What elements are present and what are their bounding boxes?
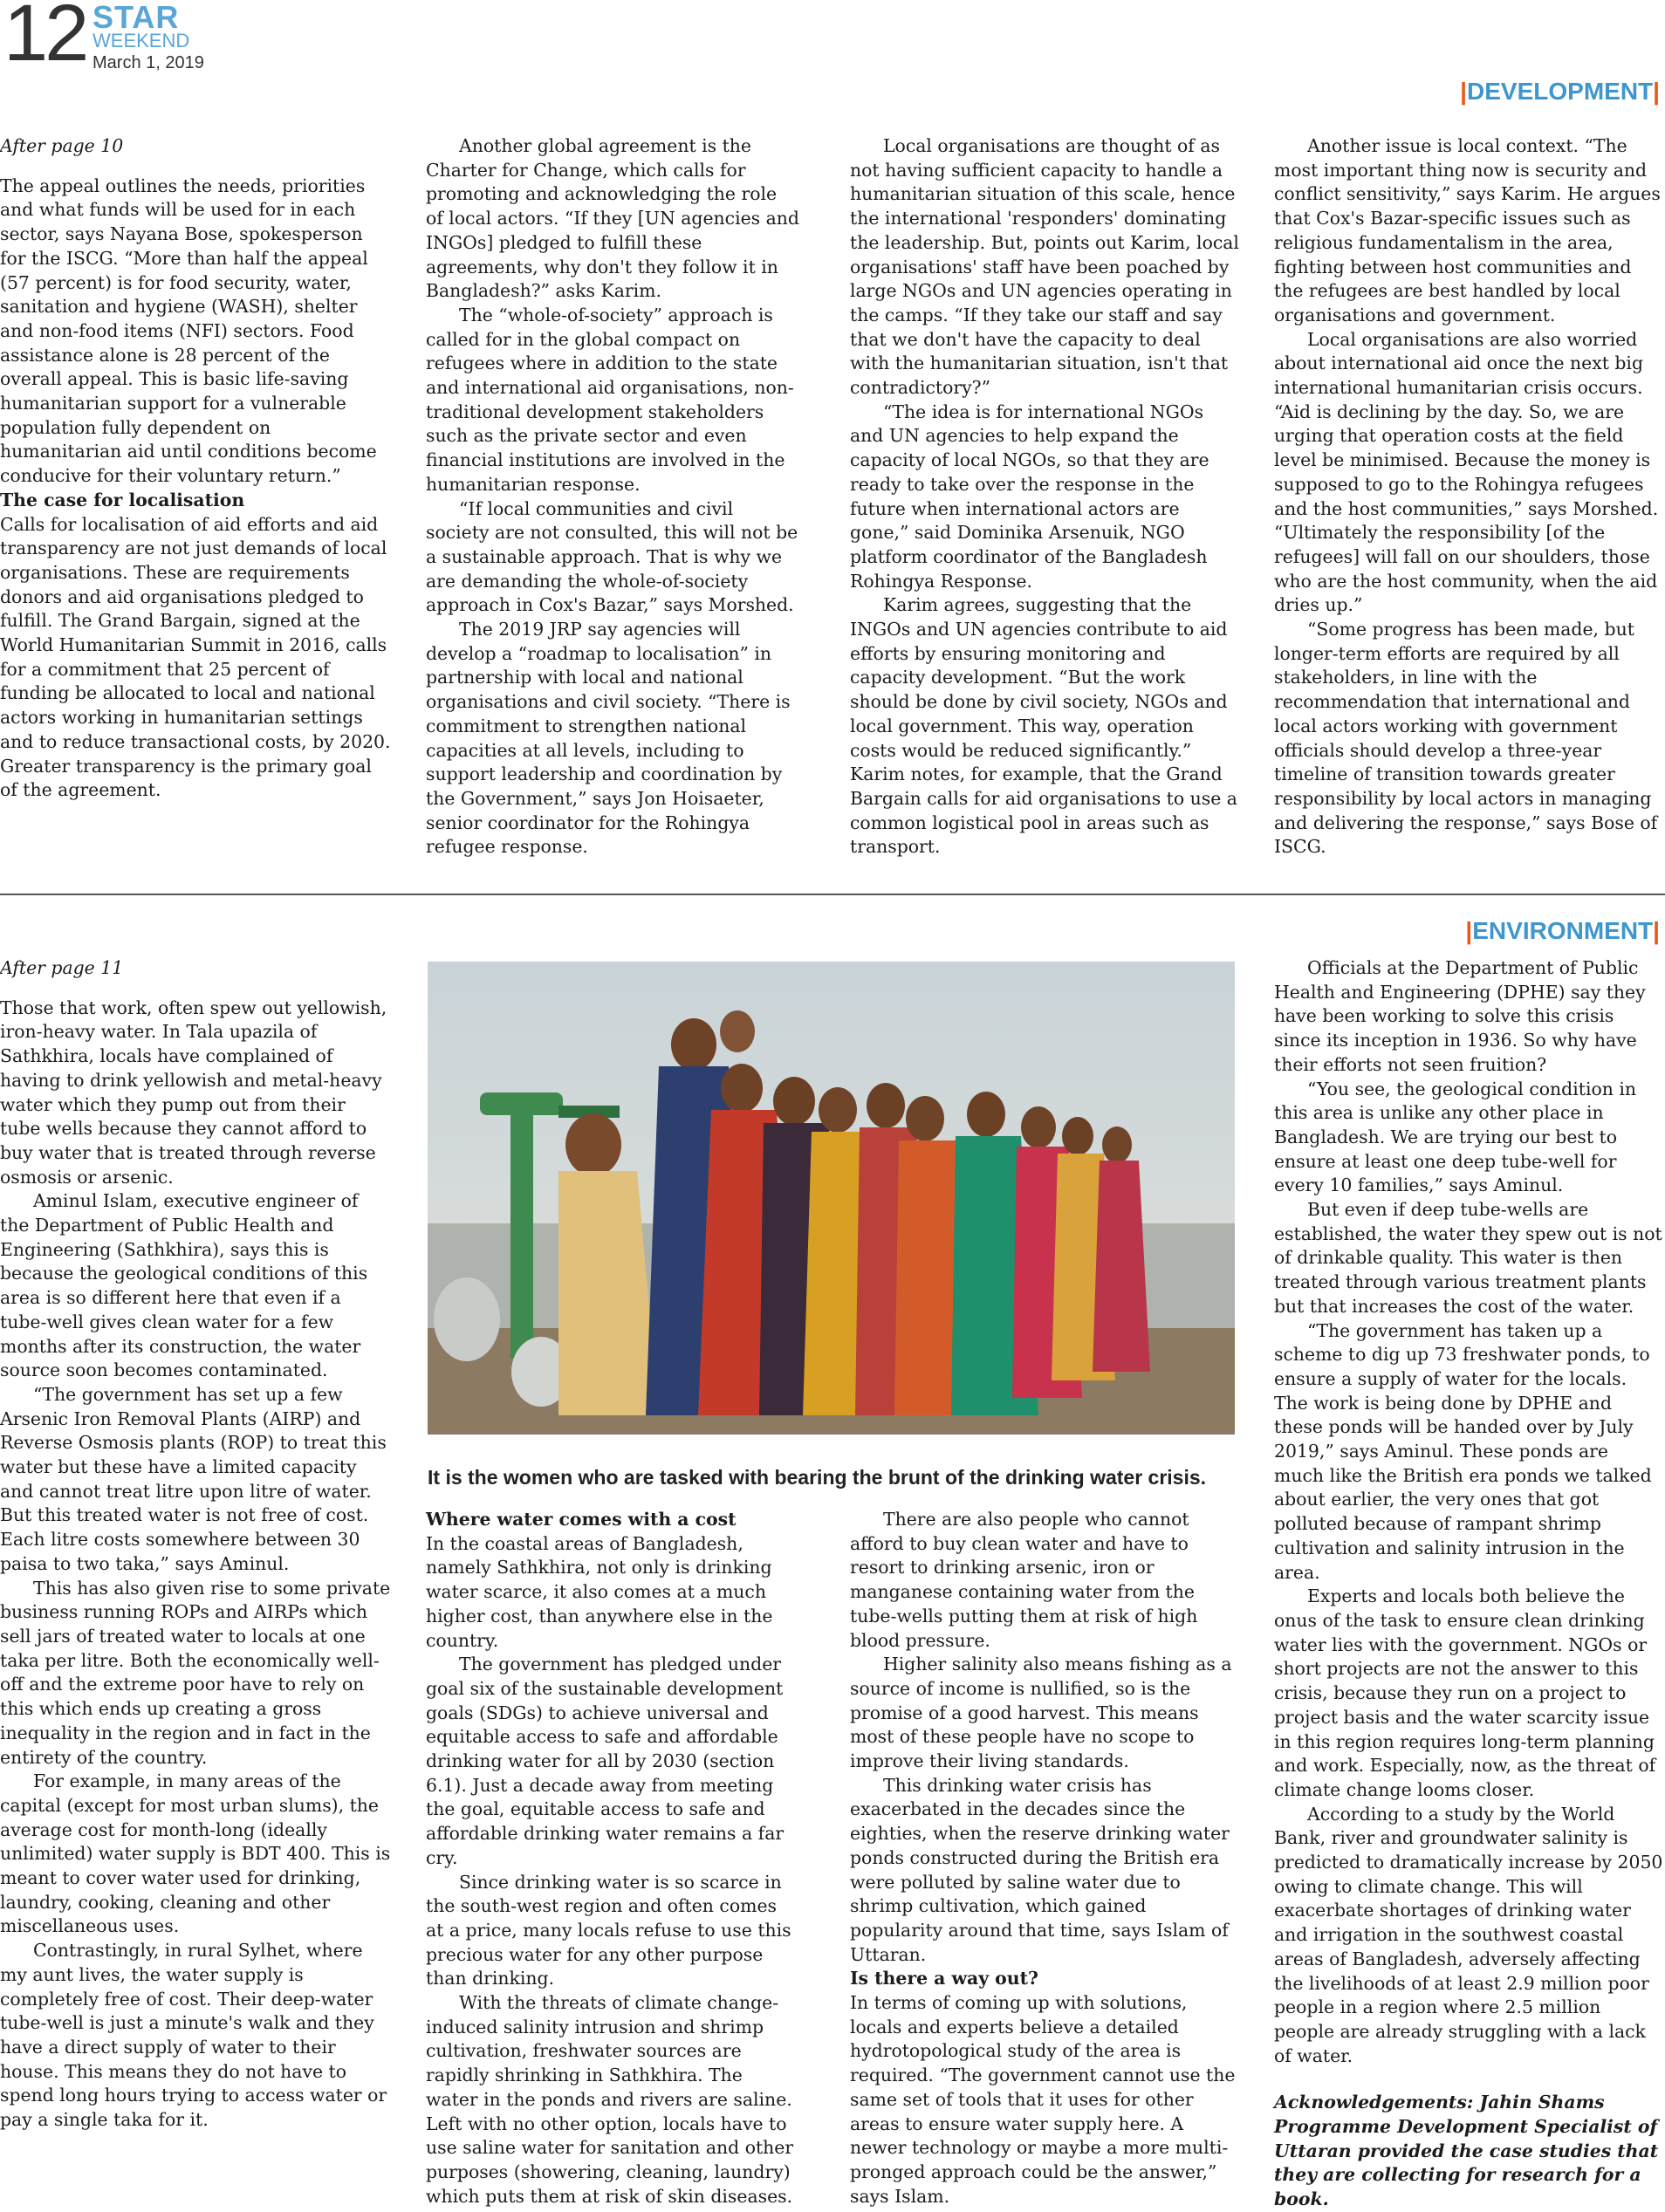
paragraph: Officials at the Department of Public Health and Engineering (DPHE) say they have been working to solve this crisis since its inception in 1936. So why have their efforts not seen fruition? (1274, 957, 1646, 1075)
paragraph: “The government has taken up a scheme to dig up 73 freshwater ponds, to ensure a supply of water for the locals. The work is being done by DPHE and these ponds will be handed over by July 2019,” says Aminul. These ponds are much like the British era ponds we talked about earlier, the very ones that got polluted because of rampant shrimp cultivation and salinity intrusion in the area. (1274, 1319, 1652, 1583)
section-label-environment: |ENVIRONMENT| (1465, 917, 1660, 944)
paragraph: Those that work, often spew out yellowish, iron-heavy water. In Tala upazila of Sathkhira, locals have complained of having to drink yellowish and metal-heavy water which they pump out from their tube wells because they cannot afford to buy water that is treated through reverse osmosis or arsenic. (0, 996, 387, 1188)
issue-date: March 1, 2019 (92, 53, 204, 72)
environment-column-3 (850, 1508, 1241, 2209)
development-column-2 (426, 134, 799, 859)
paragraph: According to a study by the World Bank, river and groundwater salinity is predicted to dramatically increase by 2050 owing to climate change. This will exacerbate shortages of drinking water and irrigation in the southwest coastal areas of Bangladesh, adversely affecting the livelihoods of at least 2.9 million poor people in a region where 2.5 million people are already struggling with a lack of water. (1274, 1803, 1663, 2066)
jump-line: After page 10 (0, 135, 124, 156)
paragraph: “You see, the geological condition in this area is unlike any other place in Bangladesh. We are trying our best to ensure at least one deep tube-well for every 10 families,” says Aminul. (1274, 1078, 1637, 1196)
paragraph: The 2019 JRP say agencies will develop a “roadmap to localisation” in partnership with local and national organisations and civil society. “There is commitment to strengthen national capacities at all levels, including to support leadership and coordination by the Government,” says Jon Hoisaeter, senior coordinator for the Rohingya refugee response. (426, 619, 791, 858)
paragraph: Karim agrees, suggesting that the INGOs and UN agencies contribute to aid efforts by ensuring monitoring and capacity development. “But the work should be done by civil society, NGOs and local government. This way, operation costs would be reduced significantly.” Karim notes, for example, that the Grand Bargain calls for aid organisations to use a common logistical pool in areas such as transport. (850, 594, 1237, 858)
paragraph: Since drinking water is so scarce in the south-west region and often comes at a price, many locals refuse to use this precious water for any other purpose than drinking. (426, 1871, 791, 1989)
paragraph: In the coastal areas of Bangladesh, namely Sathkhira, not only is drinking water scarce, it also comes at a much higher cost, than anywhere else in the country. (426, 1532, 773, 1651)
paragraph: Calls for localisation of aid efforts and aid transparency are not just demands of local organisations. These are requirements donors and aid organisations pledged to fulfill. The Grand Bargain, signed at the World Humanitarian Summit in 2016, calls for a commitment that 25 percent of funding be allocated to local and national actors working in humanitarian settings and to reduce transactional costs, by 2020. Greater transparency is the primary goal of the agreement. (0, 513, 391, 801)
paragraph: “The government has set up a few Arsenic Iron Removal Plants (AIRP) and Reverse Osmosis plants (ROP) to treat this water but these have a limited capacity and cannot treat litre upon litre of water. But this treated water is not free of cost. Each litre costs somewhere between 30 paisa to two taka,” says Aminul. (0, 1383, 387, 1574)
development-column-4 (1274, 134, 1663, 859)
section-label-development: |DEVELOPMENT| (1460, 78, 1660, 105)
paragraph: “The idea is for international NGOs and UN agencies to help expand the capacity of local NGOs, so that they are ready to take over the response in the future when international actors are gone,” said Dominika Arsenuik, NGO platform coordinator of the Bangladesh Rohingya Response. (850, 401, 1209, 592)
paragraph: “If local communities and civil society are not consulted, this will not be a sustainable approach. That is why we are demanding the whole-of-society approach in Cox's Bazar,” says Morshed. (426, 497, 798, 616)
paragraph: There are also people who cannot afford to buy clean water and have to resort to drinking arsenic, iron or manganese containing water from the tube-wells putting them at risk of high blood pressure. (850, 1509, 1198, 1651)
acknowledgements: Acknowledgements: Jahin Shams Programme Development Specialist of Uttaran provided the case studies that they are collecting for research for a book. (1274, 2092, 1659, 2210)
paragraph: Local organisations are thought of as not having sufficient capacity to handle a humanitarian situation of this scale, hence the international 'responders' dominating the leadership. But, points out Karim, local organisations' staff have been poached by large NGOs and UN agencies operating in the camps. “If they take our staff and say that we don't have the capacity to deal with the humanitarian situation, isn't that contradictory?” (850, 135, 1239, 399)
jump-line: After page 11 (0, 957, 124, 978)
paragraph: Local organisations are also worried about international aid once the next big international humanitarian crisis occurs. “Aid is declining by the day. So, we are urging that operation costs at the field level be minimised. Because the money is supposed to go to the Rohingya refugees and the host communities,” says Morshed. “Ultimately the responsibility [of the refugees] will fall on our shoulders, those who are the host community, when the aid dries up.” (1274, 328, 1659, 616)
subheading: Where water comes with a cost (426, 1509, 737, 1530)
development-column-1 (0, 134, 391, 803)
women-at-tubewell-photo (428, 962, 1235, 1435)
subheading: Is there a way out? (850, 1968, 1038, 1989)
paragraph: In terms of coming up with solutions, locals and experts believe a detailed hydrotopological study of the area is required. “The government cannot use the same set of tools that it uses for other areas to ensure water supply here. A newer technology or maybe a more multi-pronged approach could be the answer,” says Islam. (850, 1992, 1236, 2207)
paragraph: The appeal outlines the needs, priorities and what funds will be used for in each sector, says Nayana Bose, spokesperson for the ISCG. “More than half the appeal (57 percent) is for food security, water, sanitation and hygiene (WASH), shelter and non-food items (NFI) sectors. Food assistance alone is 28 percent of the overall appeal. This is basic life-saving humanitarian support for a vulnerable population fully dependent on humanitarian aid until conditions become conducive for their voluntary return.” (0, 175, 377, 487)
environment-column-4 (1274, 956, 1663, 2212)
photo-caption: It is the women who are tasked with bearing the brunt of the drinking water crisis. (428, 1466, 1207, 1489)
paragraph: Contrastingly, in rural Sylhet, where my aunt lives, the water supply is completely free of cost. Their deep-water tube-well is just a minute's walk and they have a direct supply of water to their house. This means they do not have to spend long hours trying to access water or pay a single taka for it. (0, 1940, 387, 2131)
subheading: The case for localisation (0, 489, 245, 510)
paragraph: Another global agreement is the Charter for Change, which calls for promoting and acknowledging the role of local actors. “If they [UN agencies and INGOs] pledged to fulfill these agreements, why don't they follow it in Bangladesh?” asks Karim. (426, 135, 799, 302)
page-number: 12 (3, 0, 86, 78)
environment-column-2 (426, 1508, 799, 2209)
paragraph: But even if deep tube-wells are established, the water they spew out is not of drinkable quality. This water is then treated through various treatment plants but that increases the cost of the water. (1274, 1199, 1662, 1317)
paragraph: Aminul Islam, executive engineer of the Department of Public Health and Engineering (Sathkhira), says this is because the geological conditions of this area is so different here that even if a tube-well gives clean water for a few months after its construction, the water source soon becomes contaminated. (0, 1190, 368, 1381)
paragraph: “Some progress has been made, but longer-term efforts are required by all stakeholders, in line with the recommendation that international and local actors working with government officials should develop a three-year timeline of transition towards greater responsibility by local actors in managing and delivering the response,” says Bose of ISCG. (1274, 619, 1658, 858)
brand-star: STAR (92, 0, 180, 35)
development-column-3 (850, 134, 1241, 859)
brand-weekend: WEEKEND (92, 30, 190, 51)
paragraph: The government has pledged under goal six of the sustainable development goals (SDGs) to achieve universal and equitable access to safe and affordable drinking water for all by 2030 (section 6.1). Just a decade away from meeting the goal, equitable access to safe and affordable drinking water remains a far cry. (426, 1654, 785, 1868)
environment-column-1 (0, 956, 391, 2133)
photo-illustration (428, 962, 1235, 1435)
paragraph: For example, in many areas of the capital (except for most urban slums), the average cost for month-long (ideally unlimited) water supply is BDT 400. This is meant to cover water used for drinking, laundry, cooking, cleaning and other miscellaneous uses. (0, 1770, 391, 1937)
paragraph: Another issue is local context. “The most important thing now is security and conflict sensitivity,” says Karim. He argues that Cox's Bazar-specific issues such as religious fundamentalism in the area, fighting between host communities and the refugees are best handled by local organisations and government. (1274, 135, 1661, 325)
paragraph: Higher salinity also means fishing as a source of income is nullified, so is the promise of a good harvest. This means most of these people have no scope to improve their living standards. (850, 1654, 1232, 1772)
paragraph: The “whole-of-society” approach is called for in the global compact on refugees where in addition to the state and international aid organisations, non-traditional development stakeholders such as the private sector and even financial institutions are involved in the humanitarian response. (426, 304, 794, 495)
paragraph: Experts and locals both believe the onus of the task to ensure clean drinking water lies with the government. NGOs or short projects are not the answer to this crisis, because they run on a project to project basis and the water scarcity issue in this region requires long-term planning and work. Especially, now, as the threat of climate change looms closer. (1274, 1585, 1656, 1800)
paragraph: This has also given rise to some private business running ROPs and AIRPs which sell jars of treated water to locals at one taka per litre. Both the economically well-off and the extreme poor have to rely on this which ends up creating a gross inequality in the region and in fact in the entirety of the country. (0, 1577, 391, 1768)
paragraph: This drinking water crisis has exacerbated in the decades since the eighties, when the reserve drinking water ponds constructed during the British era were polluted by saline water due to shrimp cultivation, which gained popularity around that time, says Islam of Uttaran. (850, 1774, 1230, 1965)
masthead (92, 2, 204, 72)
section-divider (0, 894, 1665, 895)
paragraph: With the threats of climate change-induced salinity intrusion and shrimp cultivation, freshwater sources are rapidly shrinking in Sathkhira. The water in the ponds and rivers are saline. Left with no other option, locals have to use saline water for sanitation and other purposes (showering, cleaning, laundry) which puts them at risk of skin diseases. (426, 1992, 794, 2207)
